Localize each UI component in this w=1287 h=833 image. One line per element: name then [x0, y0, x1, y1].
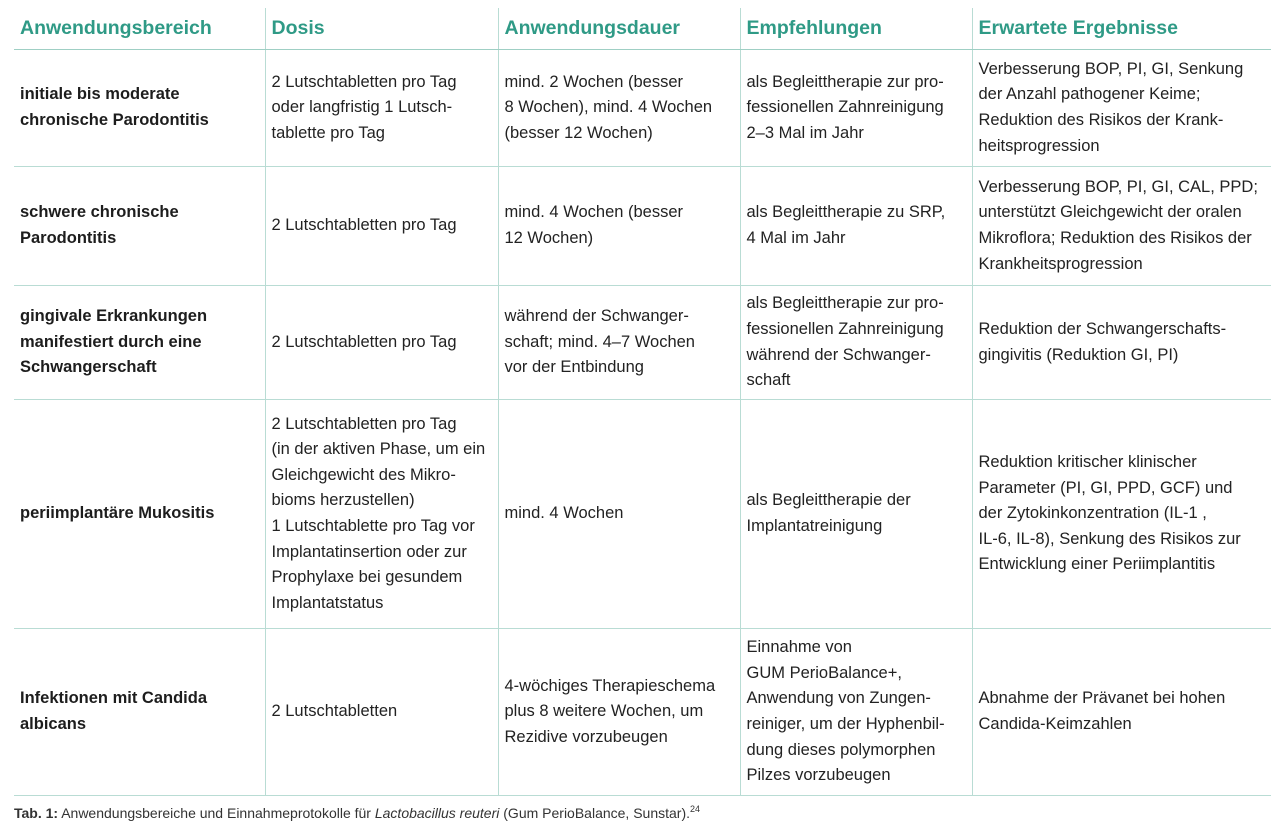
cell-recommendation: als Begleittherapie zu SRP, 4 Mal im Jahr — [740, 167, 972, 286]
cell-recommendation: als Begleittherapie zur pro- fessionellen Zahnreinigung während der Schwanger- schaft — [740, 286, 972, 400]
header-empfehlungen: Empfehlungen — [740, 8, 972, 50]
cell-duration: während der Schwanger- schaft; mind. 4–7 Wochen vor der Entbindung — [498, 286, 740, 400]
table-row — [14, 286, 1271, 400]
table-row — [14, 400, 1271, 629]
cell-dose: 2 Lutschtabletten pro Tag oder langfristig 1 Lutsch- tablette pro Tag — [265, 50, 498, 167]
cell-area: Infektionen mit Candida albicans — [14, 629, 265, 796]
header-anwendungsdauer: Anwendungsdauer — [498, 8, 740, 50]
table-row — [14, 167, 1271, 286]
cell-recommendation: als Begleittherapie der Implantatreinigung — [740, 400, 972, 629]
cell-dose: 2 Lutschtabletten — [265, 629, 498, 796]
cell-recommendation: als Begleittherapie zur pro- fessionellen Zahnreinigung 2–3 Mal im Jahr — [740, 50, 972, 167]
table-caption — [14, 805, 700, 821]
cell-result: Reduktion kritischer klinischer Parameter (PI, GI, PPD, GCF) und der Zytokinkonzentration (IL-1 , IL-6, IL-8), Senkung des Risikos zur Entwicklung einer Periimplantitis — [972, 400, 1271, 629]
cell-result: Verbesserung BOP, PI, GI, CAL, PPD; unterstützt Gleichgewicht der oralen Mikroflora; Reduktion des Risikos der Krankheitsprogression — [972, 167, 1271, 286]
cell-result: Abnahme der Prävanet bei hohen Candida-Keimzahlen — [972, 629, 1271, 796]
caption-text: Anwendungsbereiche und Einnahmeprotokolle für — [58, 805, 375, 821]
cell-area: initiale bis moderate chronische Parodontitis — [14, 50, 265, 167]
protocol-table — [14, 8, 1271, 796]
table-row — [14, 629, 1271, 796]
cell-duration: mind. 4 Wochen — [498, 400, 740, 629]
table-header-row — [14, 8, 1271, 50]
cell-recommendation: Einnahme von GUM PerioBalance+, Anwendung von Zungen- reiniger, um der Hyphenbil- dung dieses polymorphen Pilzes vorzubeugen — [740, 629, 972, 796]
cell-dose: 2 Lutschtabletten pro Tag — [265, 286, 498, 400]
header-anwendungsbereich: Anwendungsbereich — [14, 8, 265, 50]
table-row — [14, 50, 1271, 167]
cell-area: periimplantäre Mukositis — [14, 400, 265, 629]
header-dosis: Dosis — [265, 8, 498, 50]
caption-text-after: (Gum PerioBalance, Sunstar). — [499, 805, 691, 821]
header-erwartete-ergebnisse: Erwartete Ergebnisse — [972, 8, 1271, 50]
cell-area: schwere chronische Parodontitis — [14, 167, 265, 286]
cell-duration: 4-wöchiges Therapieschema plus 8 weitere Wochen, um Rezidive vorzubeugen — [498, 629, 740, 796]
caption-label: Tab. 1: — [14, 805, 59, 821]
cell-dose: 2 Lutschtabletten pro Tag — [265, 167, 498, 286]
caption-species: Lactobacillus reuteri — [374, 805, 500, 821]
cell-duration: mind. 2 Wochen (besser 8 Wochen), mind. 4 Wochen (besser 12 Wochen) — [498, 50, 740, 167]
cell-area: gingivale Erkrankungen manifestiert durch eine Schwangerschaft — [14, 286, 265, 400]
cell-dose: 2 Lutschtabletten pro Tag (in der aktiven Phase, um ein Gleichgewicht des Mikro- bioms herzustellen) 1 Lutschtablette pro Tag vor Implantatinsertion oder zur Prophylaxe bei gesundem Implantatstatus — [265, 400, 498, 629]
caption-reference: 24 — [690, 804, 701, 814]
cell-duration: mind. 4 Wochen (besser 12 Wochen) — [498, 167, 740, 286]
cell-result: Reduktion der Schwangerschafts- gingivitis (Reduktion GI, PI) — [972, 286, 1271, 400]
cell-result: Verbesserung BOP, PI, GI, Senkung der Anzahl pathogener Keime; Reduktion des Risikos der Krank- heitsprogression — [972, 50, 1271, 167]
